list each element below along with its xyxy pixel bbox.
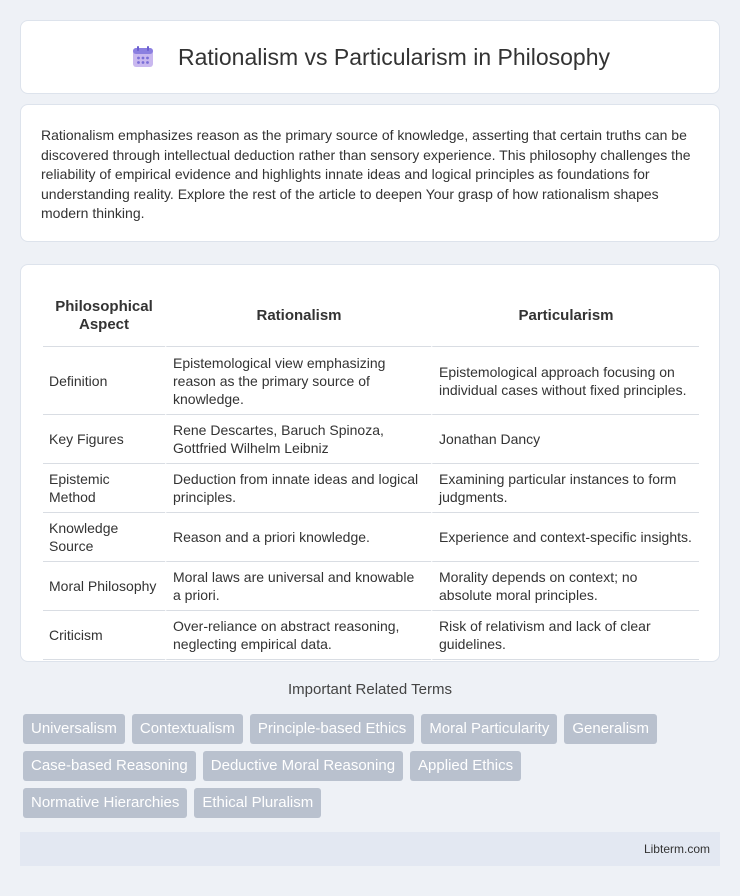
table-row: [43, 347, 699, 415]
row-particularism: Examining particular instances to form judgments.: [431, 464, 699, 513]
tag-principle-based-ethics[interactable]: Principle-based Ethics: [250, 714, 414, 744]
footer-site-link[interactable]: Libterm.com: [643, 842, 710, 856]
tag-contextualism[interactable]: Contextualism: [132, 714, 243, 744]
row-rationalism: Deduction from innate ideas and logical principles.: [165, 464, 431, 513]
table-row: [43, 611, 699, 660]
related-terms-heading: Important Related Terms: [288, 681, 452, 698]
row-particularism: Epistemological approach focusing on individual cases without fixed principles.: [431, 347, 699, 415]
page-title: Rationalism vs Particularism in Philosophy: [177, 43, 611, 70]
intro-card: [20, 104, 720, 242]
footer: [20, 832, 720, 866]
header-aspect: Philosophical Aspect: [43, 285, 165, 347]
table-row: [43, 513, 699, 562]
tag-normative-hierarchies[interactable]: Normative Hierarchies: [23, 788, 187, 818]
row-aspect: Key Figures: [43, 415, 165, 464]
tag-moral-particularity[interactable]: Moral Particularity: [421, 714, 557, 744]
calendar-icon: [130, 44, 156, 70]
title-card: [20, 20, 720, 94]
tag-generalism[interactable]: Generalism: [564, 714, 657, 744]
tag-applied-ethics[interactable]: Applied Ethics: [410, 751, 521, 781]
header-rationalism: Rationalism: [165, 285, 431, 347]
comparison-table: [43, 285, 699, 660]
tag-ethical-pluralism[interactable]: Ethical Pluralism: [194, 788, 321, 818]
row-particularism: Jonathan Dancy: [431, 415, 699, 464]
row-rationalism: Epistemological view emphasizing reason as the primary source of knowledge.: [165, 347, 431, 415]
row-particularism: Experience and context-specific insights.: [431, 513, 699, 562]
related-terms-list: [23, 714, 723, 825]
row-aspect: Criticism: [43, 611, 165, 660]
row-rationalism: Rene Descartes, Baruch Spinoza, Gottfried Wilhelm Leibniz: [165, 415, 431, 464]
row-rationalism: Reason and a priori knowledge.: [165, 513, 431, 562]
table-header-row: [43, 285, 699, 347]
row-aspect: Epistemic Method: [43, 464, 165, 513]
row-aspect: Knowledge Source: [43, 513, 165, 562]
row-aspect: Definition: [43, 347, 165, 415]
table-row: [43, 415, 699, 464]
row-particularism: Risk of relativism and lack of clear guidelines.: [431, 611, 699, 660]
row-rationalism: Over-reliance on abstract reasoning, neglecting empirical data.: [165, 611, 431, 660]
row-rationalism: Moral laws are universal and knowable a priori.: [165, 562, 431, 611]
row-particularism: Morality depends on context; no absolute moral principles.: [431, 562, 699, 611]
comparison-table-card: [20, 264, 720, 662]
table-row: [43, 464, 699, 513]
header-particularism: Particularism: [431, 285, 699, 347]
table-row: [43, 562, 699, 611]
tag-case-based-reasoning[interactable]: Case-based Reasoning: [23, 751, 196, 781]
tag-universalism[interactable]: Universalism: [23, 714, 125, 744]
row-aspect: Moral Philosophy: [43, 562, 165, 611]
intro-text: Rationalism emphasizes reason as the primary source of knowledge, asserting that certain truths can be discovered through intellectual deduction rather than sensory experience. This philosophy challenges the reliability of empirical evidence and highlights innate ideas and logical principles as foundations for understanding reality. Explore the rest of the article to deepen Your grasp of how rationalism shapes modern thinking.: [41, 127, 691, 222]
tag-deductive-moral-reasoning[interactable]: Deductive Moral Reasoning: [203, 751, 403, 781]
